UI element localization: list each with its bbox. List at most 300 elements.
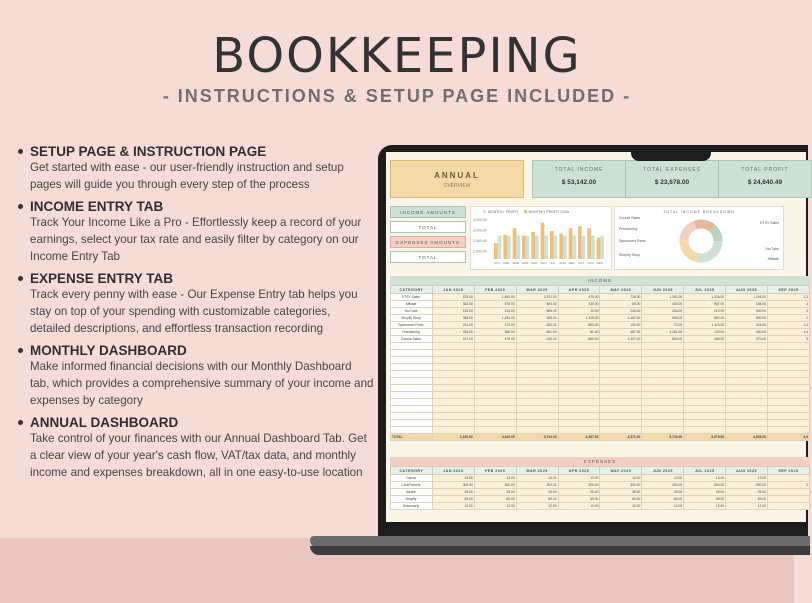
empty-cell[interactable] bbox=[558, 427, 600, 434]
table-row bbox=[391, 378, 810, 385]
empty-cell[interactable] bbox=[516, 392, 558, 399]
empty-cell[interactable] bbox=[391, 413, 433, 420]
empty-cell[interactable] bbox=[684, 406, 726, 413]
amount-cell[interactable]: 800.00 bbox=[642, 336, 684, 343]
amount-cell[interactable]: 300.00 bbox=[726, 308, 768, 315]
empty-cell[interactable] bbox=[726, 371, 768, 378]
empty-cell[interactable] bbox=[684, 343, 726, 350]
feature-title bbox=[18, 144, 374, 159]
amount-cell[interactable]: 9 bbox=[768, 336, 810, 343]
empty-cell[interactable] bbox=[474, 371, 516, 378]
amount-cell[interactable]: 189.00 bbox=[516, 315, 558, 322]
amount-cell[interactable]: 25.00 bbox=[600, 489, 642, 496]
x-tick-label: MAR bbox=[512, 261, 520, 265]
amount-cell[interactable]: 204.00 bbox=[642, 308, 684, 315]
empty-cell[interactable] bbox=[768, 385, 810, 392]
category-cell[interactable]: Shopify Shop bbox=[391, 315, 433, 322]
bar-profit bbox=[513, 228, 517, 259]
empty-cell[interactable] bbox=[516, 364, 558, 371]
empty-cell[interactable] bbox=[516, 406, 558, 413]
amount-cell[interactable]: 2,241.00 bbox=[516, 294, 558, 301]
amount-cell[interactable]: 470.00 bbox=[558, 294, 600, 301]
empty-cell[interactable] bbox=[768, 357, 810, 364]
amount-cell[interactable]: 12.00 bbox=[558, 503, 600, 510]
amount-cell[interactable]: 230.00 bbox=[558, 301, 600, 308]
bullet-icon bbox=[18, 149, 23, 154]
empty-cell[interactable] bbox=[558, 392, 600, 399]
empty-cell[interactable] bbox=[684, 350, 726, 357]
category-cell[interactable]: Canva bbox=[391, 475, 433, 482]
amount-cell[interactable]: 967.00 bbox=[684, 301, 726, 308]
amount-cell[interactable]: 170.00 bbox=[474, 322, 516, 329]
amount-cell[interactable]: 13.00 bbox=[600, 475, 642, 482]
empty-cell[interactable] bbox=[726, 343, 768, 350]
amount-cell[interactable]: 350.00 bbox=[474, 329, 516, 336]
category-cell[interactable]: YouTube bbox=[391, 308, 433, 315]
empty-cell[interactable] bbox=[768, 399, 810, 406]
empty-cell[interactable] bbox=[600, 371, 642, 378]
amount-cell[interactable]: 125.00 bbox=[432, 308, 474, 315]
empty-cell[interactable] bbox=[642, 343, 684, 350]
total-cell: 4,371.00 bbox=[600, 434, 642, 441]
table-row bbox=[391, 301, 810, 308]
amount-cell[interactable]: 69.00 bbox=[642, 496, 684, 503]
amount-cell[interactable]: 300.00 bbox=[726, 482, 768, 489]
empty-cell[interactable] bbox=[432, 364, 474, 371]
empty-cell[interactable] bbox=[600, 385, 642, 392]
amount-cell[interactable]: 12.00 bbox=[726, 503, 768, 510]
empty-cell[interactable] bbox=[768, 406, 810, 413]
empty-cell[interactable] bbox=[516, 385, 558, 392]
amount-cell[interactable]: 69.00 bbox=[432, 496, 474, 503]
category-cell[interactable]: Course Sales bbox=[391, 336, 433, 343]
amount-cell[interactable]: 25.00 bbox=[432, 489, 474, 496]
empty-cell[interactable] bbox=[600, 413, 642, 420]
amount-cell[interactable]: 476.00 bbox=[474, 301, 516, 308]
amount-cell[interactable]: 600.00 bbox=[726, 315, 768, 322]
amount-cell[interactable]: 334.00 bbox=[432, 329, 474, 336]
table-row bbox=[391, 336, 810, 343]
empty-cell[interactable] bbox=[558, 385, 600, 392]
amount-cell[interactable]: 69.00 bbox=[558, 496, 600, 503]
amount-cell[interactable]: 345.00 bbox=[432, 315, 474, 322]
income-table bbox=[390, 285, 810, 441]
empty-cell[interactable] bbox=[432, 406, 474, 413]
empty-cell[interactable] bbox=[684, 420, 726, 427]
amount-cell[interactable]: 1,600.00 bbox=[474, 294, 516, 301]
empty-cell[interactable] bbox=[726, 420, 768, 427]
amount-cell[interactable]: 165.00 bbox=[726, 301, 768, 308]
empty-cell[interactable] bbox=[600, 357, 642, 364]
bar-goal bbox=[591, 236, 595, 259]
empty-cell[interactable] bbox=[432, 427, 474, 434]
empty-cell[interactable] bbox=[600, 392, 642, 399]
amount-cell[interactable]: 3 bbox=[768, 482, 810, 489]
empty-cell[interactable] bbox=[768, 378, 810, 385]
amount-cell[interactable]: 300.00 bbox=[474, 482, 516, 489]
empty-cell[interactable] bbox=[642, 399, 684, 406]
empty-cell[interactable] bbox=[558, 357, 600, 364]
empty-cell[interactable] bbox=[600, 420, 642, 427]
amount-cell[interactable]: 69.00 bbox=[474, 496, 516, 503]
feature-title-text: SETUP PAGE & INSTRUCTION PAGE bbox=[30, 144, 267, 159]
x-tick-label: NOV bbox=[587, 261, 594, 265]
empty-cell[interactable] bbox=[516, 413, 558, 420]
amount-cell[interactable]: 400.00 bbox=[642, 301, 684, 308]
empty-cell[interactable] bbox=[558, 371, 600, 378]
amount-cell[interactable]: 1,113.00 bbox=[684, 322, 726, 329]
empty-cell[interactable] bbox=[474, 406, 516, 413]
empty-cell[interactable] bbox=[474, 399, 516, 406]
empty-cell[interactable] bbox=[391, 350, 433, 357]
empty-cell[interactable] bbox=[432, 420, 474, 427]
x-tick-label: FEB bbox=[503, 261, 510, 265]
amount-cell[interactable]: 240.00 bbox=[600, 308, 642, 315]
amount-cell[interactable]: 465.00 bbox=[684, 336, 726, 343]
total-cell: 2,420.00 bbox=[432, 434, 474, 441]
empty-cell[interactable] bbox=[642, 364, 684, 371]
empty-cell[interactable] bbox=[768, 420, 810, 427]
chart-legend bbox=[479, 210, 570, 214]
empty-cell[interactable] bbox=[558, 413, 600, 420]
amount-cell[interactable]: 300.00 bbox=[642, 482, 684, 489]
amount-cell[interactable]: 1,230.00 bbox=[474, 315, 516, 322]
amount-cell[interactable]: 300.00 bbox=[684, 482, 726, 489]
empty-cell[interactable] bbox=[516, 371, 558, 378]
empty-cell[interactable] bbox=[684, 392, 726, 399]
amount-cell[interactable]: 100.00 bbox=[600, 322, 642, 329]
expenses-total-dropdown[interactable]: TOTAL bbox=[390, 251, 466, 263]
amount-cell[interactable]: 478.00 bbox=[474, 336, 516, 343]
bar-goal bbox=[498, 236, 502, 259]
amount-cell[interactable]: 4 bbox=[768, 301, 810, 308]
empty-cell[interactable] bbox=[432, 350, 474, 357]
amount-cell[interactable]: 25.00 bbox=[474, 489, 516, 496]
empty-cell[interactable] bbox=[432, 413, 474, 420]
amount-cell[interactable]: 665.00 bbox=[516, 308, 558, 315]
empty-cell[interactable] bbox=[432, 343, 474, 350]
expense-table-section bbox=[390, 457, 810, 510]
amount-cell[interactable]: 300.00 bbox=[432, 482, 474, 489]
empty-cell[interactable] bbox=[684, 427, 726, 434]
empty-cell[interactable] bbox=[558, 350, 600, 357]
amount-cell[interactable]: 1,245.00 bbox=[726, 294, 768, 301]
empty-cell[interactable] bbox=[642, 385, 684, 392]
empty-cell[interactable] bbox=[391, 371, 433, 378]
amount-cell[interactable]: 25.00 bbox=[642, 489, 684, 496]
amount-cell[interactable]: 114.00 bbox=[474, 308, 516, 315]
empty-cell[interactable] bbox=[432, 385, 474, 392]
bullet-icon bbox=[18, 204, 23, 209]
amount-cell[interactable]: 400.00 bbox=[726, 329, 768, 336]
amount-cell[interactable]: 240.00 bbox=[516, 336, 558, 343]
empty-cell[interactable] bbox=[391, 385, 433, 392]
empty-cell[interactable] bbox=[684, 413, 726, 420]
amount-cell[interactable]: 61.00 bbox=[558, 329, 600, 336]
amount-cell[interactable]: 69.00 bbox=[726, 496, 768, 503]
bar-goal bbox=[563, 236, 567, 259]
empty-cell[interactable] bbox=[726, 364, 768, 371]
empty-cell[interactable] bbox=[726, 378, 768, 385]
amount-cell[interactable]: 60.00 bbox=[600, 301, 642, 308]
empty-cell[interactable] bbox=[642, 427, 684, 434]
kpi-label: TOTAL PROFIT bbox=[741, 167, 789, 173]
column-header: JAN 2025 bbox=[432, 467, 474, 475]
empty-cell[interactable] bbox=[474, 357, 516, 364]
empty-cell[interactable] bbox=[726, 392, 768, 399]
category-cell[interactable]: Freelancing bbox=[391, 329, 433, 336]
empty-cell[interactable] bbox=[684, 357, 726, 364]
amount-cell[interactable]: 487.00 bbox=[600, 329, 642, 336]
amount-cell[interactable]: 300.00 bbox=[558, 482, 600, 489]
empty-cell[interactable] bbox=[558, 378, 600, 385]
empty-cell[interactable] bbox=[558, 406, 600, 413]
amount-cell[interactable]: 13.00 bbox=[726, 475, 768, 482]
kpi-row bbox=[532, 160, 812, 198]
table-row bbox=[391, 385, 810, 392]
amount-cell[interactable]: 1,4 bbox=[768, 329, 810, 336]
amount-cell[interactable]: 12.00 bbox=[642, 503, 684, 510]
amount-cell[interactable]: 2 bbox=[768, 315, 810, 322]
page-subtitle: - INSTRUCTIONS & SETUP PAGE INCLUDED - bbox=[162, 86, 632, 106]
total-cell: TOTAL bbox=[391, 434, 433, 441]
donut-label: ETSY Sales bbox=[760, 221, 779, 225]
empty-cell[interactable] bbox=[558, 399, 600, 406]
amount-cell[interactable] bbox=[768, 489, 810, 496]
empty-cell[interactable] bbox=[516, 399, 558, 406]
empty-cell[interactable] bbox=[642, 413, 684, 420]
column-header: CATEGORY bbox=[391, 286, 433, 294]
amount-cell[interactable]: 25.00 bbox=[558, 489, 600, 496]
table-row bbox=[391, 329, 810, 336]
amount-cell[interactable]: 25.00 bbox=[726, 489, 768, 496]
empty-cell[interactable] bbox=[768, 343, 810, 350]
empty-cell[interactable] bbox=[642, 357, 684, 364]
amount-cell[interactable]: 1,325.00 bbox=[558, 315, 600, 322]
amount-cell[interactable]: 970.00 bbox=[726, 336, 768, 343]
empty-cell[interactable] bbox=[726, 413, 768, 420]
amount-cell[interactable]: 13.00 bbox=[516, 475, 558, 482]
empty-cell[interactable] bbox=[432, 392, 474, 399]
amount-cell[interactable]: 1,261.00 bbox=[642, 329, 684, 336]
amount-cell[interactable]: 69.00 bbox=[684, 496, 726, 503]
empty-cell[interactable] bbox=[391, 343, 433, 350]
amount-cell[interactable]: 300.00 bbox=[600, 482, 642, 489]
amount-cell[interactable]: 12.00 bbox=[684, 503, 726, 510]
total-cell: 5,079.00 bbox=[684, 434, 726, 441]
x-tick-label: SEP bbox=[568, 261, 575, 265]
amount-cell[interactable]: 12.00 bbox=[516, 503, 558, 510]
donut-label: YouTube bbox=[765, 247, 779, 251]
empty-cell[interactable] bbox=[516, 357, 558, 364]
empty-cell[interactable] bbox=[768, 392, 810, 399]
amount-cell[interactable]: 342.00 bbox=[432, 301, 474, 308]
donut-label: Sponsored Posts bbox=[619, 239, 646, 243]
amount-cell[interactable]: 300.00 bbox=[516, 482, 558, 489]
amount-cell[interactable]: 12.00 bbox=[600, 503, 642, 510]
amount-cell[interactable]: 13.00 bbox=[642, 475, 684, 482]
empty-cell[interactable] bbox=[474, 413, 516, 420]
empty-cell[interactable] bbox=[684, 399, 726, 406]
amount-cell[interactable]: 69.00 bbox=[516, 496, 558, 503]
amount-cell[interactable]: 1,326.00 bbox=[684, 294, 726, 301]
empty-cell[interactable] bbox=[391, 406, 433, 413]
amount-cell[interactable]: 13.00 bbox=[474, 475, 516, 482]
bar-profit bbox=[541, 223, 545, 259]
income-table-title: INCOME bbox=[390, 276, 810, 285]
category-cell[interactable]: Adobe bbox=[391, 489, 433, 496]
empty-cell[interactable] bbox=[684, 364, 726, 371]
amount-cell[interactable]: 13.00 bbox=[684, 475, 726, 482]
amount-cell[interactable]: 1,467.00 bbox=[600, 315, 642, 322]
empty-cell[interactable] bbox=[558, 364, 600, 371]
empty-cell[interactable] bbox=[391, 427, 433, 434]
amount-cell[interactable]: 100.00 bbox=[684, 329, 726, 336]
empty-cell[interactable] bbox=[391, 392, 433, 399]
amount-cell[interactable]: 210.00 bbox=[684, 308, 726, 315]
amount-cell[interactable]: 231.00 bbox=[432, 322, 474, 329]
amount-cell[interactable]: 1,361.00 bbox=[642, 294, 684, 301]
amount-cell[interactable]: 1,4 bbox=[768, 322, 810, 329]
empty-cell[interactable] bbox=[391, 357, 433, 364]
amount-cell[interactable]: 651.00 bbox=[516, 329, 558, 336]
amount-cell[interactable]: 4 bbox=[768, 308, 810, 315]
empty-cell[interactable] bbox=[726, 385, 768, 392]
amount-cell[interactable]: 864.00 bbox=[516, 301, 558, 308]
category-cell[interactable]: ETSY Sales bbox=[391, 294, 433, 301]
empty-cell[interactable] bbox=[642, 371, 684, 378]
empty-cell[interactable] bbox=[558, 343, 600, 350]
empty-cell[interactable] bbox=[600, 399, 642, 406]
empty-cell[interactable] bbox=[600, 427, 642, 434]
amount-cell[interactable]: 70.00 bbox=[642, 322, 684, 329]
amount-cell[interactable]: 12.00 bbox=[558, 308, 600, 315]
empty-cell[interactable] bbox=[600, 378, 642, 385]
empty-cell[interactable] bbox=[600, 350, 642, 357]
table-row bbox=[391, 413, 810, 420]
category-cell[interactable]: Grammarly bbox=[391, 503, 433, 510]
empty-cell[interactable] bbox=[516, 343, 558, 350]
empty-cell[interactable] bbox=[516, 378, 558, 385]
empty-cell[interactable] bbox=[768, 350, 810, 357]
amount-cell[interactable] bbox=[768, 475, 810, 482]
empty-cell[interactable] bbox=[516, 420, 558, 427]
bar-profit bbox=[531, 232, 535, 259]
amount-cell[interactable]: 25.00 bbox=[684, 489, 726, 496]
empty-cell[interactable] bbox=[726, 357, 768, 364]
feature-title bbox=[18, 199, 374, 214]
empty-cell[interactable] bbox=[726, 399, 768, 406]
empty-cell[interactable] bbox=[642, 392, 684, 399]
empty-cell[interactable] bbox=[684, 385, 726, 392]
amount-cell[interactable]: 13.00 bbox=[432, 475, 474, 482]
category-cell[interactable]: ClickFunnels bbox=[391, 482, 433, 489]
empty-cell[interactable] bbox=[474, 392, 516, 399]
amount-cell[interactable]: 13.00 bbox=[558, 475, 600, 482]
income-total-dropdown[interactable]: TOTAL bbox=[390, 221, 466, 233]
empty-cell[interactable] bbox=[391, 364, 433, 371]
empty-cell[interactable] bbox=[391, 378, 433, 385]
income-amounts-label: INCOME AMOUNTS bbox=[390, 206, 466, 218]
empty-cell[interactable] bbox=[726, 350, 768, 357]
empty-cell[interactable] bbox=[474, 427, 516, 434]
empty-cell[interactable] bbox=[600, 343, 642, 350]
category-cell[interactable]: Sponsored Posts bbox=[391, 322, 433, 329]
empty-cell[interactable] bbox=[600, 364, 642, 371]
empty-cell[interactable] bbox=[768, 427, 810, 434]
amounts-panel bbox=[390, 206, 466, 274]
empty-cell[interactable] bbox=[432, 399, 474, 406]
column-header: JUL 2025 bbox=[684, 286, 726, 294]
empty-cell[interactable] bbox=[768, 413, 810, 420]
empty-cell[interactable] bbox=[684, 378, 726, 385]
empty-cell[interactable] bbox=[432, 378, 474, 385]
column-header: MAY 2025 bbox=[600, 286, 642, 294]
amount-cell[interactable]: 875.00 bbox=[432, 294, 474, 301]
empty-cell[interactable] bbox=[474, 364, 516, 371]
feature-title bbox=[18, 343, 374, 358]
empty-cell[interactable] bbox=[684, 371, 726, 378]
empty-cell[interactable] bbox=[558, 420, 600, 427]
amount-cell[interactable]: 12.00 bbox=[432, 503, 474, 510]
empty-cell[interactable] bbox=[474, 350, 516, 357]
empty-cell[interactable] bbox=[768, 371, 810, 378]
amount-cell[interactable]: 860.00 bbox=[558, 336, 600, 343]
category-cell[interactable]: Affiliate bbox=[391, 301, 433, 308]
empty-cell[interactable] bbox=[642, 420, 684, 427]
empty-cell[interactable] bbox=[474, 385, 516, 392]
feature-title-text: EXPENSE ENTRY TAB bbox=[30, 271, 174, 286]
amount-cell[interactable]: 710.00 bbox=[600, 294, 642, 301]
amount-cell[interactable]: 12.00 bbox=[474, 503, 516, 510]
empty-cell[interactable] bbox=[600, 406, 642, 413]
amount-cell[interactable]: 1,307.00 bbox=[600, 336, 642, 343]
empty-cell[interactable] bbox=[432, 357, 474, 364]
amount-cell[interactable]: 25.00 bbox=[516, 489, 558, 496]
amount-cell[interactable] bbox=[768, 503, 810, 510]
empty-cell[interactable] bbox=[391, 420, 433, 427]
amount-cell[interactable]: 890.00 bbox=[684, 315, 726, 322]
amount-cell[interactable]: 167.00 bbox=[432, 336, 474, 343]
empty-cell[interactable] bbox=[726, 406, 768, 413]
amount-cell[interactable]: 345.00 bbox=[726, 322, 768, 329]
table-row bbox=[391, 503, 810, 510]
empty-cell[interactable] bbox=[391, 399, 433, 406]
empty-cell[interactable] bbox=[642, 378, 684, 385]
feature-item bbox=[18, 199, 374, 265]
empty-cell[interactable] bbox=[432, 371, 474, 378]
empty-cell[interactable] bbox=[642, 406, 684, 413]
feature-description: Get started with ease - our user-friendly instruction and setup pages will guide you through every step of the process bbox=[30, 161, 344, 191]
empty-cell[interactable] bbox=[768, 364, 810, 371]
empty-cell[interactable] bbox=[726, 427, 768, 434]
empty-cell[interactable] bbox=[642, 350, 684, 357]
column-header: AUG 2025 bbox=[726, 286, 768, 294]
amount-cell[interactable]: 863.00 bbox=[558, 322, 600, 329]
empty-cell[interactable] bbox=[516, 427, 558, 434]
category-cell[interactable]: Shopify bbox=[391, 496, 433, 503]
empty-cell[interactable] bbox=[474, 378, 516, 385]
column-header: FEB 2025 bbox=[474, 286, 516, 294]
amount-cell[interactable]: 69.00 bbox=[600, 496, 642, 503]
amount-cell[interactable]: 1,3 bbox=[768, 294, 810, 301]
amount-cell[interactable]: 565.00 bbox=[642, 315, 684, 322]
amount-cell[interactable] bbox=[768, 496, 810, 503]
amount-cell[interactable]: 450.00 bbox=[516, 322, 558, 329]
empty-cell[interactable] bbox=[474, 343, 516, 350]
empty-cell[interactable] bbox=[516, 350, 558, 357]
empty-cell[interactable] bbox=[474, 420, 516, 427]
